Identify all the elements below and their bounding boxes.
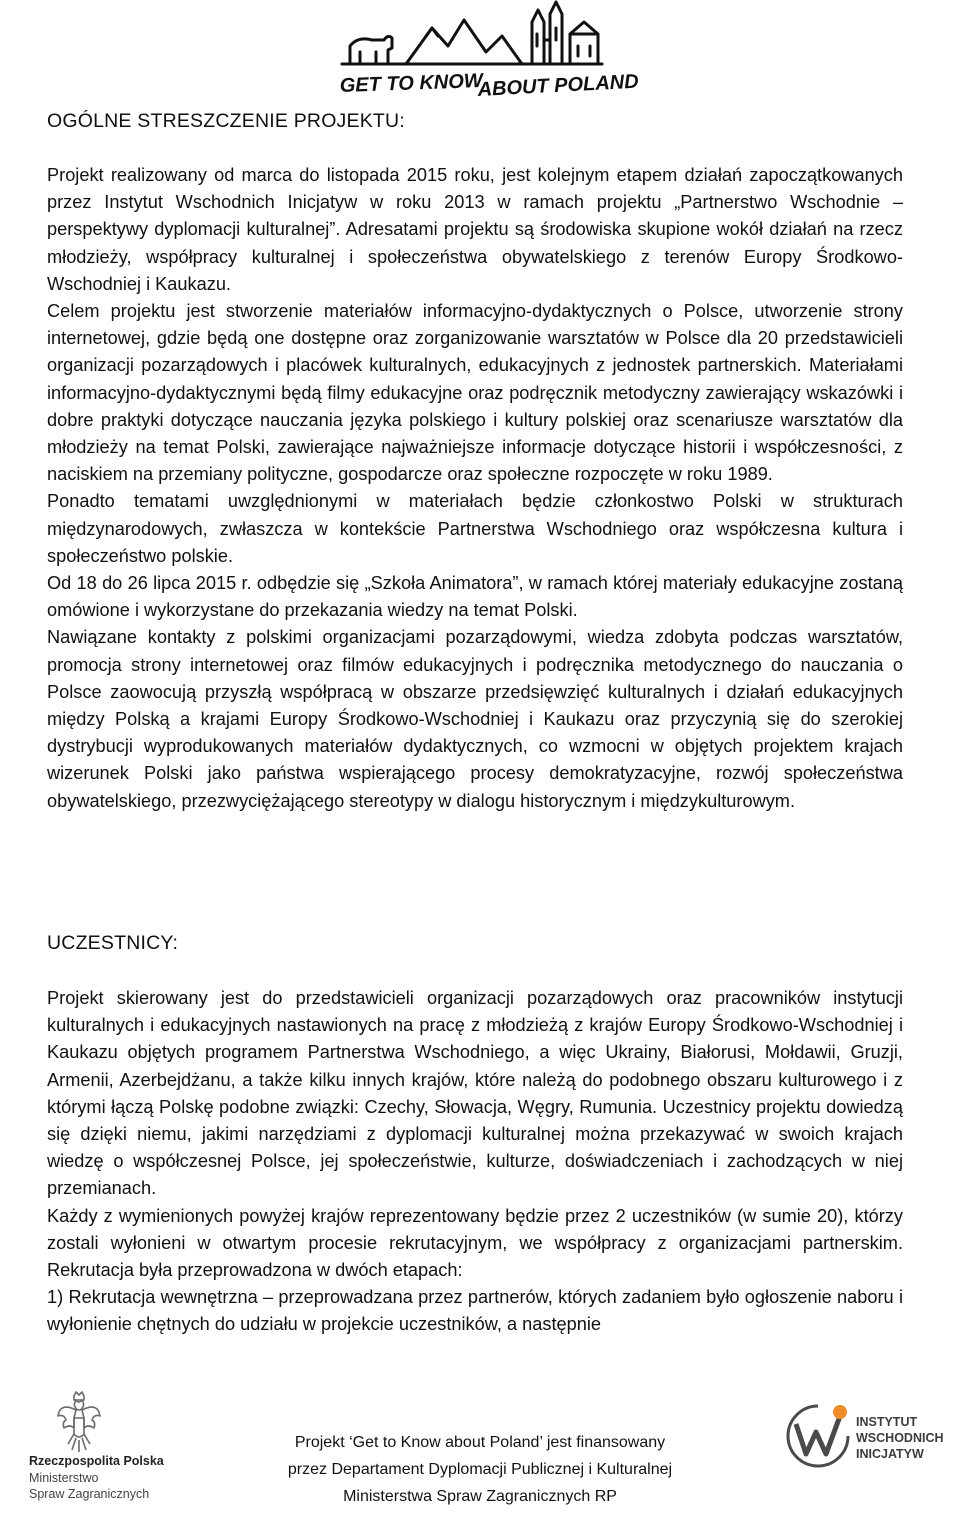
svg-text:ABOUT POLAND: ABOUT POLAND [477,70,640,101]
iwi-logo [784,1402,960,1482]
funding-line: Projekt ‘Get to Know about Poland’ jest finansowany [294,1434,666,1451]
funding-line: Ministerstwa Spraw Zagranicznych RP [343,1488,617,1505]
paragraph: Celem projektu jest stworzenie materiałów informacyjno-dydaktycznych o Polsce, utworzenie strony internetowej, gdzie będą one dostępne oraz zorganizowanie warsztatów w Polsce dla 20 przedstawicieli organizacji pozarządowych i placówek kulturalnych, edukacyjnych z jednostek partnerskich. Materiałami informacyjno-dydaktycznymi będą filmy edukacyjne oraz podręcznik metodyczny zawierający wskazówki i dobre praktyki dotyczące nauczania języka polskiego i kultury polskiej oraz scenariusze warsztatów dla młodzieży na temat Polski, zawierające najważniejsze informacje dotyczące historii i współczesności, z naciskiem na przemiany polityczne, gospodarcze oraz społeczne rozpoczęte w roku 1989. [47,301,903,485]
paragraph: Każdy z wymienionych powyżej krajów reprezentowany będzie przez 2 uczestników (w sumie 20), którzy zostali wyłonieni w otwartym procesie rekrutacyjnym, we współpracy z organizacjami partnerskim. Rekrutacja była przeprowadzona w dwóch etapach: [47,1205,903,1281]
svg-text:GET TO KNOW: GET TO KNOW [339,70,484,97]
iwi-name-line: INICJATYW [856,1447,924,1461]
funding-line: przez Departament Dyplomacji Publicznej i Kulturalnej [287,1461,673,1478]
iwi-mark-icon [784,1402,854,1472]
funding-note [230,1429,730,1510]
page-footer [0,1382,960,1517]
paragraph: Ponadto tematami uwzględnionymi w materiałach będzie członkostwo Polski w strukturach międzynarodowych, zwłaszcza w kontekście Partnerstwa Wschodniego oraz współczesna kultura i społeczeństwo polskie. [47,491,903,566]
section-heading-participants: UCZESTNICY: [47,932,179,954]
paragraph: Od 18 do 26 lipca 2015 r. odbędzie się „Szkoła Animatora”, w ramach której materiały edukacyjne zostaną omówione i wykorzystane do przekazania wiedzy na temat Polski. [47,573,903,621]
iwi-name-line: INSTYTUT [856,1415,918,1429]
section-heading-summary: OGÓLNE STRESZCZENIE PROJEKTU: [47,110,405,132]
iwi-name-line: WSCHODNICH [856,1431,944,1445]
mfa-country-name: Rzeczpospolita Polska [29,1454,164,1468]
summary-text [47,162,903,815]
paragraph: 1) Rekrutacja wewnętrzna – przeprowadzana przez partnerów, których zadaniem było ogłoszenie naboru i wyłonienie chętnych do udziału w projekcie uczestników, a następnie [47,1287,903,1335]
paragraph: Projekt skierowany jest do przedstawicieli organizacji pozarządowych oraz pracowników instytucji kulturalnych i edukacyjnych nastawionych na pracę z młodzieżą z krajów Europy Środkowo-Wschodniej i Kaukazu objętych programem Partnerstwa Wschodniego, a więc Ukrainy, Białorusi, Mołdawii, Gruzji, Armenii, Azerbejdżanu, a także kilku innych krajów, które należą do podobnego obszaru kulturowego i z którymi łączą Polskę podobne związki: Czechy, Słowacja, Węgry, Rumunia. Uczestnicy projektu dowiedzą się dzięki niemu, jakimi narzędziami z dyplomacji kulturalnej można przekazywać w swoich krajach wiedzę o współczesnej Polsce, jej społeczeństwie, kulturze, doświadczeniach i zachodzących w niej przemianach. [47,988,903,1199]
paragraph: Projekt realizowany od marca do listopada 2015 roku, jest kolejnym etapem działań zapoczątkowanych przez Instytut Wschodnich Inicjatyw w roku 2013 w ramach projektu „Partnerstwo Wschodnie – perspektywy dyplomacji kulturalnej”. Adresatami projektu są środowiska skupione wokół działań na rzecz młodzieży, współpracy kulturalnej i społeczeństwa obywatelskiego z terenów Europy Środkowo-Wschodniej i Kaukazu. [47,165,903,294]
paragraph: Nawiązane kontakty z polskimi organizacjami pozarządowymi, wiedza zdobyta podczas warsztatów, promocja strony internetowej oraz filmów edukacyjnych i podręcznika metodycznego do nauczania o Polsce zaowocują przyszłą współpracą w obszarze przedsięwzięć kulturalnych i działań edukacyjnych między Polską a krajami Europy Środkowo-Wschodniej i Kaukazu oraz przyczynią się do szerokiej dystrybucji wyprodukowanych materiałów dydaktycznych, co wzmocni w objętych projektem krajach wizerunek Polski jako państwa wspierającego procesy demokratyzacyjne, rozwój społeczeństwa obywatelskiego, przezwyciężającego stereotypy w dialogu historycznym i międzykulturowym. [47,627,903,811]
mfa-ministry-line: Ministerstwo [29,1471,99,1485]
mfa-ministry-line: Spraw Zagranicznych [29,1487,150,1501]
get-to-know-about-poland-logo [336,0,640,104]
mfa-logo [26,1392,166,1512]
iwi-name [856,1414,944,1462]
participants-text [47,985,903,1339]
polish-eagle-icon [56,1392,102,1454]
